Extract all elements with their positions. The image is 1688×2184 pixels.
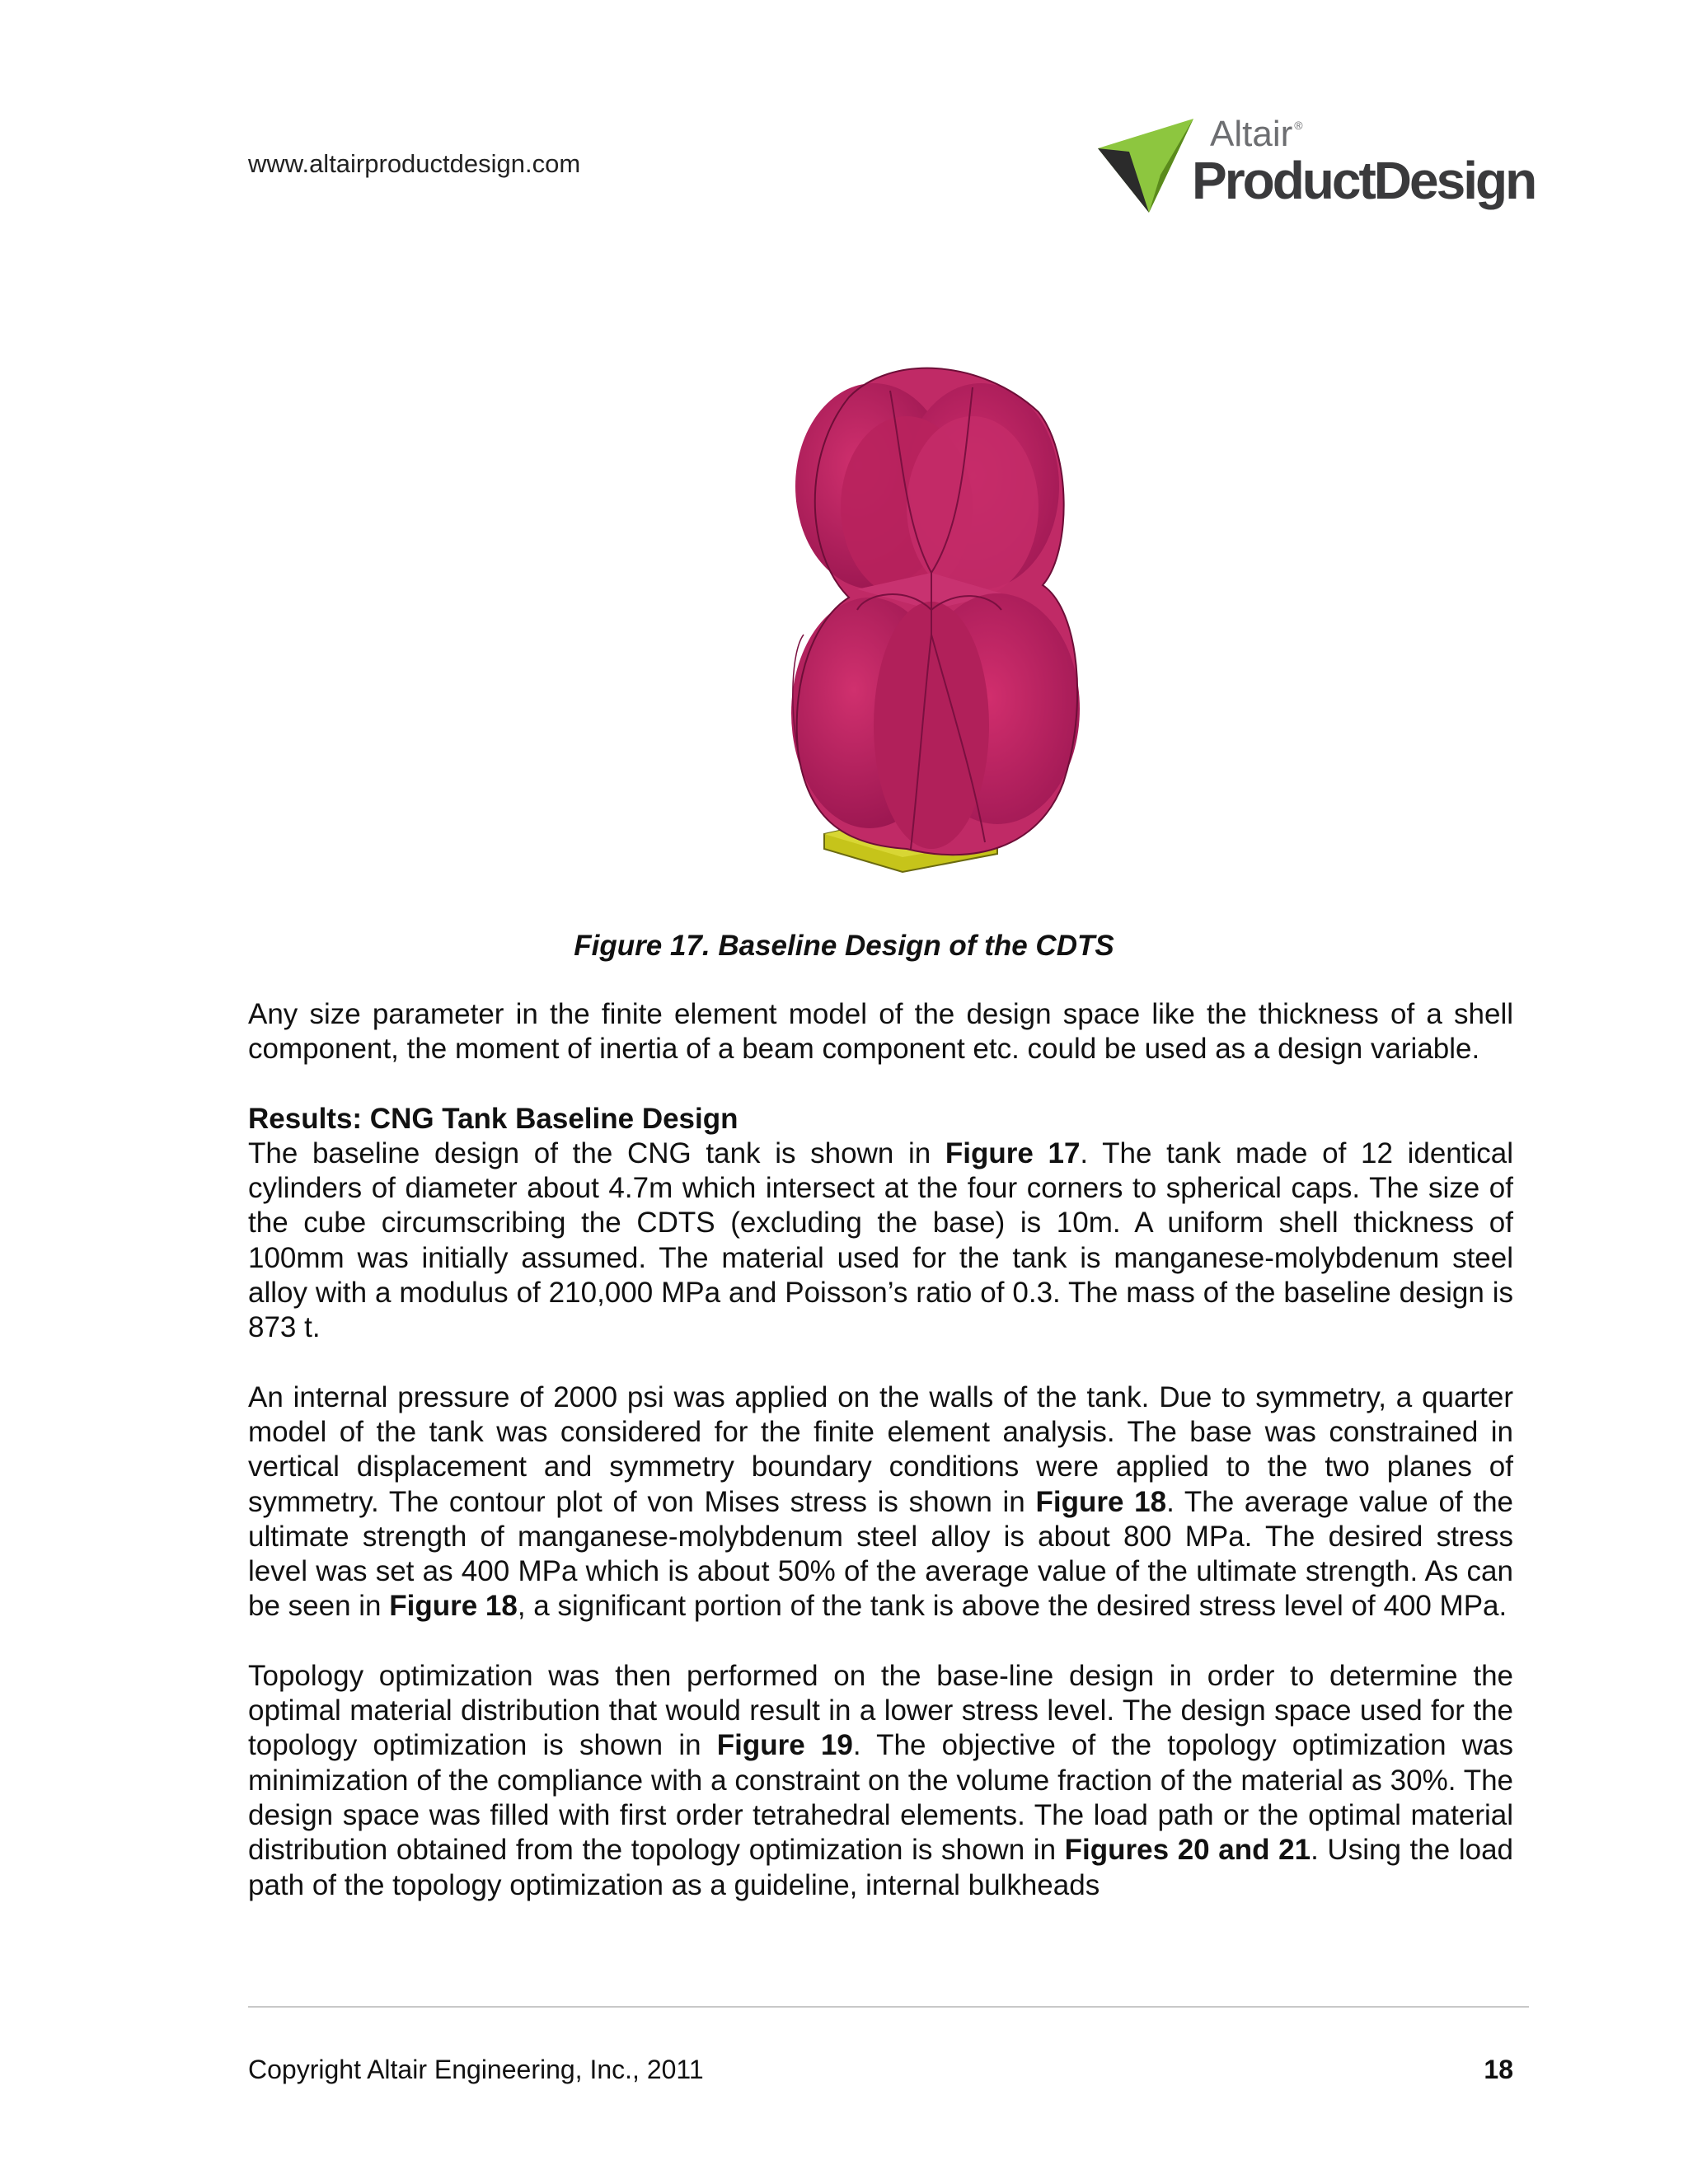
paragraph-design-variable: Any size parameter in the finite element model of the design space like the thickness of a shell component, the moment of inertia of a beam component etc. could be used as a design variable. [248,998,1513,1066]
footer-copyright: Copyright Altair Engineering, Inc., 2011 [248,2055,704,2084]
page-url: www.altairproductdesign.com [248,149,581,178]
logo-top-text: Altair ® [1210,114,1303,154]
paragraph-internal-pressure: An internal pressure of 2000 psi was applied on the walls of the tank. Due to symmetry, a quarter model of the tank was considered for the finite element analysis. The base was constrained in vertical displacement and symmetry boundary conditions were applied to the two planes of symmetry. The contour plot of von Mises stress is shown in Figure 18. The average value of the ultimate strength of manganese-molybdenum steel alloy is about 800 MPa. The desired stress level was set as 400 MPa which is about 50% of the average value of the ultimate strength. As can be seen in Figure 18, a significant portion of the tank is above the desired stress level of 400 MPa. [248,1380,1513,1623]
paragraph-baseline-design: The baseline design of the CNG tank is shown in Figure 17. The tank made of 12 identical cylinders of diameter about 4.7m which intersect at the four corners to spherical caps. The size of the cube circumscribing the CDTS (excluding the base) is 10m. A uniform shell thickness of 100mm was initially assumed. The material used for the tank is manganese-molybdenum steel alloy with a modulus of 210,000 MPa and Poisson’s ratio of 0.3. The mass of the baseline design is 873 t. [248,1137,1514,1344]
altair-logo [1096,114,1536,229]
paragraph-topology-optimization: Topology optimization was then performed on the base-line design in order to determine the optimal material distribution that would result in a lower stress level. The design space used for the topology optimization is shown in Figure 19. The objective of the topology optimization was minimization of the compliance with a constraint on the volume fraction of the material as 30%. The design space was filled with first order tetrahedral elements. The load path or the optimal material distribution obtained from the topology optimization is shown in Figures 20 and 21. Using the load path of the topology optimization as a guideline, internal bulkheads [248,1659,1514,1901]
section-heading: Results: CNG Tank Baseline Design [248,1102,738,1135]
check-mark-icon [1096,114,1203,221]
footer-divider [248,2006,1529,2008]
logo-main-text: ProductDesign [1192,151,1536,210]
cng-tank-illustration [725,363,1113,890]
page-number: 18 [1484,2055,1513,2084]
body-text [248,997,1513,1938]
figure-caption: Figure 17. Baseline Design of the CDTS [574,930,1114,962]
cdts-baseline-figure [725,363,1113,890]
